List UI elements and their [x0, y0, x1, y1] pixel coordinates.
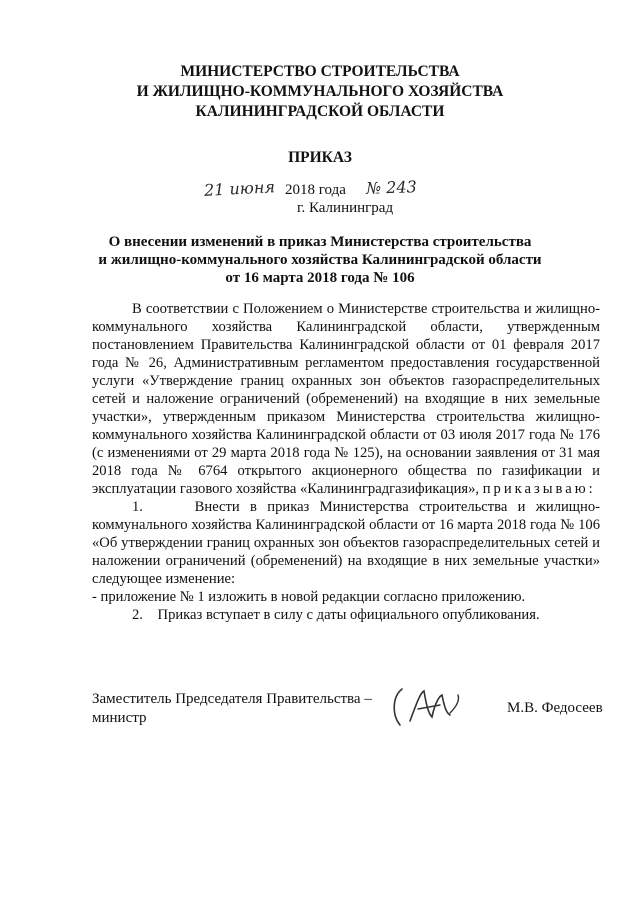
- subject-line-1: О внесении изменений в приказ Министерства строительства: [108, 234, 532, 250]
- ministry-line-3: КАЛИНИНГРАДСКОЙ ОБЛАСТИ: [195, 103, 445, 120]
- ministry-line-1: МИНИСТЕРСТВО СТРОИТЕЛЬСТВА: [180, 63, 460, 80]
- handwritten-signature-icon: [388, 683, 468, 731]
- signatory-position: [92, 690, 372, 728]
- subject-line-2: и жилищно-коммунального хозяйства Калининградской области: [98, 252, 542, 268]
- ministry-line-2: И ЖИЛИЩНО-КОММУНАЛЬНОГО ХОЗЯЙСТВА: [136, 83, 504, 100]
- order-city: г. Калининград: [297, 200, 394, 216]
- order-item-1: 1. Внести в приказ Министерства строительства и жилищно-коммунального хозяйства Калининградской области от 16 марта 2018 года № 106 «Об утверждении границ охранных зон объектов газораспределительных сетей и наложении ограничений (обременений) на входящие в них земельные участки» следующее изменение:: [92, 499, 600, 587]
- order-year: 2018 года: [285, 182, 346, 198]
- handwritten-order-number: № 243: [365, 177, 418, 198]
- preamble-command: приказываю:: [482, 481, 596, 497]
- subject-line-3: от 16 марта 2018 года № 106: [225, 270, 415, 286]
- order-item-2: 2. Приказ вступает в силу с даты официального опубликования.: [132, 607, 540, 623]
- ministry-header: [0, 62, 640, 122]
- signatory-name: М.В. Федосеев: [507, 700, 603, 716]
- preamble-text: В соответствии с Положением о Министерстве строительства и жилищно-коммунального хозяйства Калининградской области, утвержденным постановлением Правительства Калининградской области от 01 февраля 2017 года № 26, Административным регламентом предоставления государственной услуги «Утверждение границ охранных зон объектов газораспределительных сетей и наложение ограничений (обременений) на входящие в них земельные участки», утвержденным приказом Министерства строительства жилищно-коммунального хозяйства Калининградской области от 03 июля 2017 года № 176 (с изменениями от 29 марта 2018 года № 125), на основании заявления от 31 мая 2018 года № 6764 открытого акционерного общества по газификации и эксплуатации газового хозяйства «Калининградгазификация»,: [92, 301, 600, 497]
- signatory-position-line-2: министр: [92, 710, 147, 726]
- signatory-position-line-1: Заместитель Председателя Правительства –: [92, 691, 372, 707]
- handwritten-date: 21 июня: [203, 177, 276, 200]
- order-title: ПРИКАЗ: [288, 149, 352, 166]
- preamble-paragraph: [92, 300, 600, 498]
- order-subject: [0, 233, 640, 287]
- order-body: [92, 300, 600, 624]
- order-item-1-sub: - приложение № 1 изложить в новой редакции согласно приложению.: [92, 589, 526, 605]
